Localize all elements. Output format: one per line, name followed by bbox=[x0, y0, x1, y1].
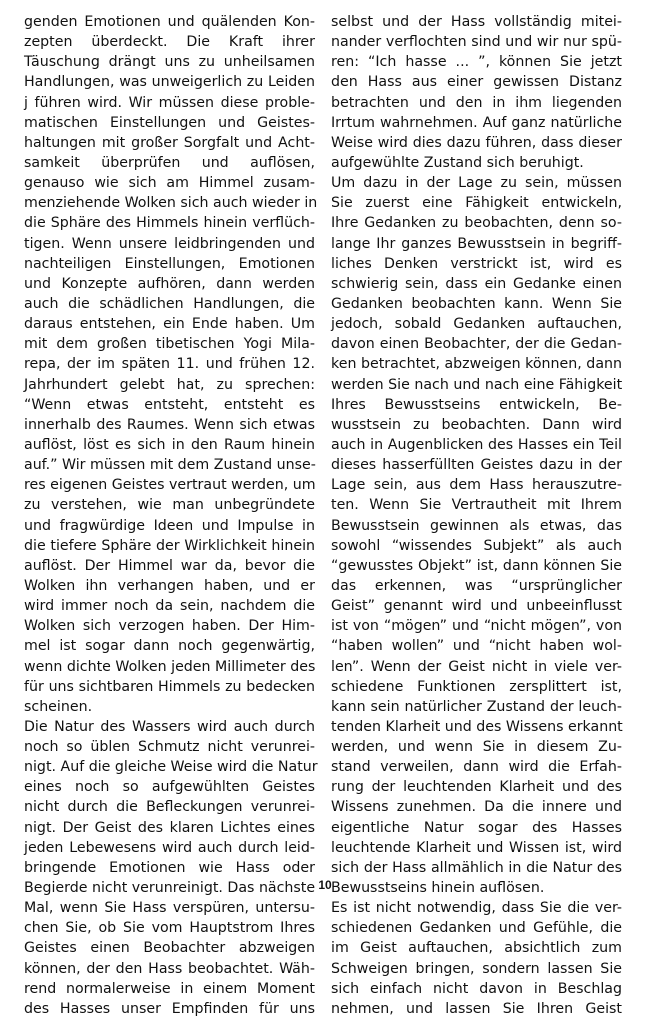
text-line: Weise wird dies dazu führen, dass dieser bbox=[331, 134, 622, 151]
text-line: eigentliche Natur sogar des Hasses bbox=[331, 819, 622, 836]
text-line: noch so üblen Schmutz nicht verunrei- bbox=[24, 739, 315, 756]
text-line: nigt. Der Geist des klaren Lichtes eines bbox=[24, 819, 315, 836]
text-line: Bewusstsein gewinnen als etwas, das bbox=[331, 517, 622, 534]
text-line: leuchtende Klarheit und Wissen ist, wird bbox=[331, 839, 622, 856]
text-line: nachteiligen Einstellungen, Emotionen bbox=[24, 255, 315, 272]
text-line: sowohl “wissendes Subjekt” als auch bbox=[331, 537, 622, 554]
text-line: repa, der im späten 11. und frühen 12. bbox=[24, 356, 315, 373]
text-line: kann sein natürlicher Zustand der leuch- bbox=[331, 698, 622, 715]
text-line: das erkennen, was “ursprünglicher bbox=[331, 577, 622, 594]
text-line: schwierig sein, dass ein Gedanke einen bbox=[331, 275, 622, 292]
text-line: den Hass aus einer gewissen Distanz bbox=[331, 74, 622, 91]
text-line: ten. Wenn Sie Vertrautheit mit Ihrem bbox=[331, 497, 622, 514]
text-line: Ihres Bewusstseins entwickeln, Be- bbox=[331, 396, 622, 413]
text-line: schiedene Funktionen zersplittert ist, bbox=[331, 678, 622, 695]
text-line: wenn dichte Wolken jeden Millimeter des bbox=[24, 658, 316, 675]
text-line: genauso wie sich am Himmel zusam- bbox=[24, 175, 315, 192]
text-line: nigt. Auf die gleiche Weise wird die Natur bbox=[24, 759, 318, 776]
text-line: zepten überdeckt. Die Kraft ihrer bbox=[24, 34, 315, 51]
text-line: Irrtum wahrnehmen. Auf ganz natürliche bbox=[331, 114, 622, 131]
text-line: zu verstehen, wie man unbegründete bbox=[24, 497, 315, 514]
text-line: mit dem großen tibetischen Yogi Mila- bbox=[24, 336, 315, 353]
text-line: Es ist nicht notwendig, dass Sie die ver- bbox=[331, 900, 622, 917]
text-line: j führen wird. Wir müssen diese proble- bbox=[24, 94, 315, 111]
text-line: des Hasses unser Empfinden für uns bbox=[24, 1000, 315, 1017]
text-line: auf.” Wir müssen mit dem Zustand unse- bbox=[24, 457, 316, 474]
text-line: jeden Lebewesens wird auch durch leid- bbox=[24, 839, 315, 856]
text-line: ken betrachtet, abzweigen können, dann bbox=[331, 356, 622, 373]
text-line: menziehende Wolken sich auch wieder in bbox=[24, 195, 318, 212]
text-line: auch die schädlichen Handlungen, die bbox=[24, 295, 315, 312]
text-line: und Konzepte aufhören, dann werden bbox=[24, 275, 315, 292]
text-line: werden, und wenn Sie in diesem Zu- bbox=[331, 739, 622, 756]
text-line: mel ist sogar dann noch gegenwärtig, bbox=[24, 638, 315, 655]
text-line: nicht durch die Befleckungen verunrei- bbox=[24, 799, 315, 816]
text-line: Täuschung drängt uns zu unheilsamen bbox=[24, 54, 315, 71]
text-line: wusstsein zu beobachten. Dann wird bbox=[331, 416, 622, 433]
text-line: Schweigen bringen, sondern lassen Sie bbox=[331, 960, 622, 977]
text-line: können, der den Hass beobachtet. Wäh- bbox=[24, 960, 315, 977]
text-line: lange Ihr ganzes Bewusstsein in begriff- bbox=[331, 235, 622, 252]
text-line: Gedanken beobachten kann. Wenn Sie bbox=[331, 295, 622, 312]
text-line: rung der leuchtenden Klarheit und des bbox=[331, 779, 622, 796]
text-line: haltungen mit großer Sorgfalt und Acht- bbox=[24, 134, 315, 151]
text-line: Begierde nicht verunreinigt. Das nächste bbox=[24, 880, 316, 897]
text-line: dieses hasserfüllten Geistes dazu in der bbox=[331, 457, 622, 474]
text-line: Sie zuerst eine Fähigkeit entwickeln, bbox=[331, 195, 622, 212]
text-line: res eigenen Geistes vertraut werden, um bbox=[24, 477, 316, 494]
text-line: Bewusstseins hinein auflösen. bbox=[331, 880, 545, 897]
text-line: scheinen. bbox=[24, 698, 93, 715]
text-line: die Sphäre des Himmels hinein verflüch- bbox=[24, 215, 315, 232]
text-line: auch in Augenblicken des Hasses ein Teil bbox=[331, 436, 622, 453]
text-line: chen Sie, ob Sie vom Hauptstrom Ihres bbox=[24, 920, 315, 937]
text-line: auflöst. Der Himmel war da, bevor die bbox=[24, 557, 315, 574]
text-line: len”. Wenn der Geist nicht in viele ver- bbox=[331, 658, 622, 675]
text-line: wird immer noch da sein, nachdem die bbox=[24, 598, 315, 615]
text-line: liches Denken verstrickt ist, wird es bbox=[331, 255, 622, 272]
text-line: ist von “mögen” und “nicht mögen”, von bbox=[331, 618, 622, 635]
text-line: samkeit überprüfen und auflösen, bbox=[24, 154, 315, 171]
text-line: auflöst, löst es sich in den Raum hinein bbox=[24, 436, 315, 453]
text-line: Wolken ihn verhangen haben, und er bbox=[24, 577, 315, 594]
text-line: tenden Klarheit und des Wissens erkannt bbox=[331, 718, 623, 735]
text-line: rend normalerweise in einem Moment bbox=[24, 980, 315, 997]
text-line: daraus entstehen, ein Ende haben. Um bbox=[24, 316, 315, 333]
text-line: “Wenn etwas entsteht, entsteht es bbox=[24, 396, 315, 413]
text-line: Mal, wenn Sie Hass verspüren, untersu- bbox=[24, 900, 315, 917]
text-line: Jahrhundert gelebt hat, zu sprechen: bbox=[24, 376, 315, 393]
text-line: tigen. Wenn unsere leidbringenden und bbox=[24, 235, 315, 252]
text-line: aufgewühlte Zustand sich beruhigt. bbox=[331, 154, 584, 171]
text-line: matischen Einstellungen und Geistes- bbox=[24, 114, 315, 131]
text-line: Wissens zunehmen. Da die innere und bbox=[331, 799, 622, 816]
text-line: innerhalb des Raumes. Wenn sich etwas bbox=[24, 416, 315, 433]
text-line: Die Natur des Wassers wird auch durch bbox=[24, 718, 315, 735]
text-line: Handlungen, was unweigerlich zu Leiden bbox=[24, 74, 315, 91]
text-line: stand verweilen, dann wird die Erfah- bbox=[331, 759, 622, 776]
text-line: davon einen Beobachter, der die Gedan- bbox=[331, 336, 622, 353]
text-line: werden Sie nach und nach eine Fähigkeit bbox=[331, 376, 623, 393]
text-line: schiedenen Gedanken und Gefühle, die bbox=[331, 920, 622, 937]
text-line: selbst und der Hass vollständig mitei- bbox=[331, 14, 622, 30]
text-line: “haben wollen” und “nicht haben wol- bbox=[331, 638, 622, 655]
right-text-column bbox=[331, 12, 622, 1019]
text-line: Ihre Gedanken zu beobachten, denn so- bbox=[331, 215, 622, 232]
text-line: genden Emotionen und quälenden Kon- bbox=[24, 14, 315, 30]
left-text-column bbox=[24, 12, 318, 1019]
text-line: Lage sein, aus dem Hass herauszutre- bbox=[331, 477, 622, 494]
text-line: “gewusstes Objekt” ist, dann können Sie bbox=[331, 557, 622, 574]
text-line: die tiefere Sphäre der Wirklichkeit hinein bbox=[24, 537, 315, 554]
text-line: Wolken sich verzogen haben. Der Him- bbox=[24, 618, 315, 635]
text-line: nander verflochten sind und wir nur spü- bbox=[331, 34, 622, 51]
text-line: bringende Emotionen wie Hass oder bbox=[24, 859, 315, 876]
text-line: ren: “Ich hasse ... ”, können Sie jetzt bbox=[331, 54, 622, 71]
text-line: und fragwürdige Ideen und Impulse in bbox=[24, 517, 315, 534]
text-line: nehmen, und lassen Sie Ihren Geist bbox=[331, 1000, 622, 1017]
text-line: Geist” genannt wird und unbeeinflusst bbox=[331, 598, 622, 615]
text-line: sich einfach nicht davon in Beschlag bbox=[331, 980, 622, 997]
text-line: sich der Hass allmählich in die Natur des bbox=[331, 859, 622, 876]
page-number: 10 bbox=[318, 878, 332, 892]
text-line: betrachten und den in ihm liegenden bbox=[331, 94, 622, 111]
text-line: Um dazu in der Lage zu sein, müssen bbox=[331, 175, 622, 192]
text-line: im Geist auftauchen, absichtlich zum bbox=[331, 940, 622, 957]
text-line: für uns sichtbaren Himmels zu bedecken bbox=[24, 678, 315, 695]
text-line: jedoch, sobald Gedanken auftauchen, bbox=[331, 316, 622, 333]
text-line: eines noch so aufgewühlten Geistes bbox=[24, 779, 315, 796]
text-line: Geistes einen Beobachter abzweigen bbox=[24, 940, 315, 957]
